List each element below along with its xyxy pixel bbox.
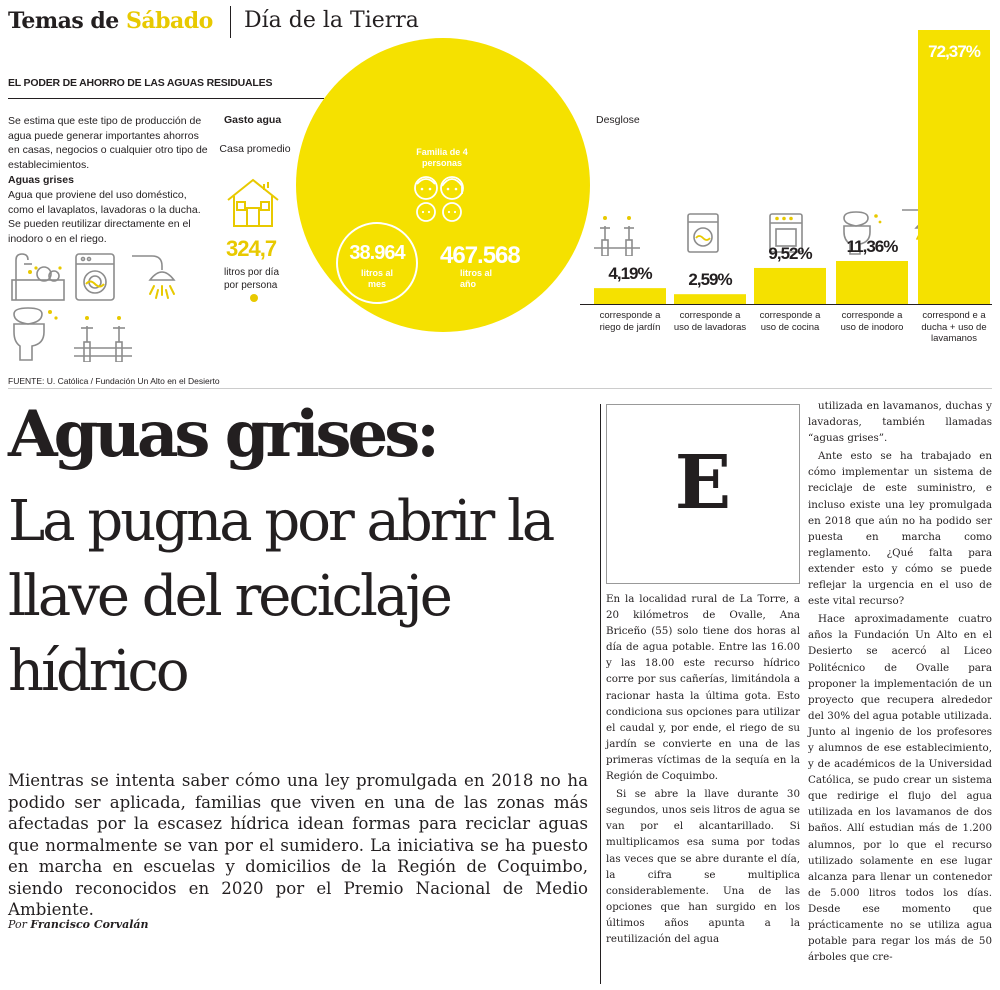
byline-author: Francisco Corvalán <box>30 918 149 931</box>
bar-category-label: corresponde a riego de jardín <box>599 310 661 333</box>
monthly-value: 38.964 <box>349 242 405 264</box>
yearly-unit: litros al año <box>460 268 493 289</box>
washing-machine-icon <box>74 252 116 302</box>
body-column-2 <box>808 398 992 965</box>
lead-paragraph: Mientras se intenta saber cómo una ley promulgada en 2018 no ha podido ser aplicada, familias que viven en una de las zonas más afectadas por la escasez hídrica idean formas para reciclar aguas que normalmente se van por el sumidero. La iniciativa se ha puesto en marcha en escuelas y domicilios de la Región de Coquimbo, siendo reconocidos en 2020 por el Premio Nacional de Medio Ambiente. <box>8 771 588 919</box>
bar-5 <box>918 30 990 304</box>
water-use-title: Gasto agua <box>224 114 282 126</box>
family-label: Familia de 4 personas <box>416 147 468 168</box>
section-topic: Día de la Tierra <box>244 8 419 33</box>
sink-icon <box>8 250 68 302</box>
bar-value-label: 2,59% <box>688 270 732 290</box>
per-person-value: 324,7 <box>226 236 277 261</box>
body-paragraph: En la localidad rural de La Torre, a 20 kilómetros de Ovalle, Ana Briceño (55) solo tiene dos horas al día de agua potable. Entre las 16.00 y las 18.00 este recurso hídrico corre por sus cañerías, limitándola a racionar hasta la última gota. Esto condiciona sus opciones para utilizar el caudal y, por ende, el riego de su jardín se convierte en una de las primeras víctimas de la sequía en la Región de Coquimbo. <box>606 593 800 783</box>
headline-rest: La pugna por abrir la llave del reciclaje hídrico <box>8 489 553 704</box>
house-icon <box>224 176 282 230</box>
header-divider <box>230 6 231 38</box>
shower-icon <box>128 250 182 304</box>
per-person-unit: litros por día por persona <box>224 267 280 291</box>
body-paragraph: utilizada en lavamanos, duchas y lavadoras, también llamadas “aguas grises”. <box>808 400 992 445</box>
monthly-unit: litros al mes <box>360 268 393 289</box>
bar-value-label: 11,36% <box>846 236 898 256</box>
infographic-intro: Se estima que este tipo de producción de agua puede generar importantes ahorros en casas, negocios o cualquier otro tipo de establecimientos. <box>8 115 208 171</box>
byline-prefix: Por <box>8 918 31 931</box>
body-paragraph: Hace aproximadamente cuatro años la Fundación Un Alto en el Desierto se acercó al Liceo Politécnico de Ovalle para proponer la implementación de un proyecto que recupera alrededor del 30% del agua potable utilizada. Junto al ingenio de los profesores y alumnos de ese establecimiento, y de académicos de la Universidad Católica, se pudo crear un sistema que redirige el flujo del agua utilizada en los lavamanos de dos baños. Allí estudian más de 1.200 alumnos, por lo que el recurso utilizado solamente en ese lugar alcanza para llenar un contenedor de 5.000 litros todos los días. Desde ese momento que prácticamente no se utiliza agua potable para regar los más de 50 árboles que cre- <box>808 613 992 964</box>
bar-3 <box>754 268 826 304</box>
bar-category-label: corresponde a uso de lavadoras <box>673 310 747 333</box>
toilet-icon <box>8 304 62 362</box>
yellow-dot <box>250 294 258 302</box>
bar-category-label: corresponde a uso de inodoro <box>840 310 904 333</box>
breakdown-title: Desglose <box>596 114 640 126</box>
yearly-value: 467.568 <box>440 242 520 269</box>
bar-2 <box>674 294 746 304</box>
greywater-text: Agua que proviene del uso doméstico, como el lavaplatos, lavadoras o la ducha. Se pueden reutilizar directamente en el inodoro o en el riego. <box>8 189 201 245</box>
bar-value-label: 72,37% <box>928 42 980 61</box>
infographic-title-rule <box>8 98 324 99</box>
bar-category-label: correspond e a ducha + uso de lavamanos <box>921 310 987 344</box>
house-label: Casa promedio <box>219 143 291 155</box>
column-rule <box>600 404 601 984</box>
section-highlight: Sábado <box>125 8 213 34</box>
bar-4 <box>836 261 908 304</box>
bar-value-label: 9,52% <box>768 243 812 263</box>
body-paragraph: Si se abre la llave durante 30 segundos, unos seis litros de agua se van por el alcantarillado. Si multiplicamos esa suma por todas las veces que se abre durante el día, la cifra se multiplica considerablemente. Una de las opciones que han surgido en los últimos años apunta a la reutilización del agua <box>606 788 800 945</box>
chart-baseline <box>580 304 992 305</box>
source-rule <box>8 388 992 389</box>
source-line: FUENTE: U. Católica / Fundación Un Alto en el Desierto <box>8 376 220 386</box>
greywater-title: Aguas grises <box>8 174 74 186</box>
body-paragraph: Ante esto se ha trabajado en cómo implementar un sistema de reciclaje de este suministro, e incluso existe una ley promulgada en 2018 que aún no ha podido ser puesta en marcha como reglamento. ¿Qué falta para extender esto y cómo se puede reflejar la urgencia en el uso de este vital recurso? <box>808 450 992 608</box>
body-column-1 <box>606 591 800 947</box>
headline-bold: Aguas grises: <box>8 397 436 472</box>
bar-value-label: 4,19% <box>608 264 652 284</box>
bar-1 <box>594 288 666 304</box>
pipes-icon <box>72 306 134 362</box>
section-prefix: Temas de <box>8 8 126 34</box>
bar-category-label: corresponde a uso de cocina <box>759 310 821 333</box>
infographic-title: EL PODER DE AHORRO DE LAS AGUAS RESIDUALES <box>8 77 273 89</box>
family-icon <box>408 172 470 228</box>
drop-cap: E <box>674 440 732 526</box>
section-name <box>8 8 213 34</box>
byline <box>8 918 149 931</box>
